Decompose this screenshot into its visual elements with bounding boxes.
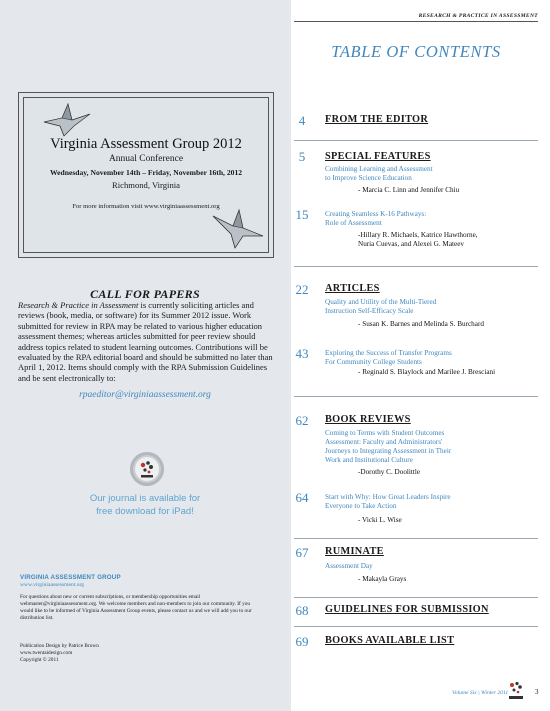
toc-article-author: - Vicki L. Wise xyxy=(358,516,402,524)
toc-section-special-features[interactable]: SPECIAL FEATURES xyxy=(325,151,431,162)
toc-article-author: -Hillary R. Michaels, Katrice Hawthorne, Nuria Cuevas, and Alexei G. Mateev xyxy=(358,231,478,248)
origami-crane-icon xyxy=(42,100,92,140)
origami-crane-icon xyxy=(209,206,265,251)
conference-inner-border xyxy=(23,97,269,253)
toc-page-number: 5 xyxy=(298,149,306,164)
toc-article-title[interactable]: Exploring the Success of Transfer Programs For Community College Students xyxy=(325,349,452,366)
toc-article-title[interactable]: Quality and Utility of the Multi-Tiered Instruction Self-Efficacy Scale xyxy=(325,298,437,315)
toc-page-number: 67 xyxy=(295,545,309,560)
section-divider xyxy=(294,396,538,397)
running-header: RESEARCH & PRACTICE IN ASSESSMENT xyxy=(418,13,538,19)
toc-article-author: - Makayla Grays xyxy=(358,575,407,583)
call-for-papers-heading: CALL FOR PAPERS xyxy=(90,287,200,301)
page-number: 3 xyxy=(535,688,539,696)
call-for-papers-body xyxy=(18,300,276,383)
conference-subtitle: Annual Conference xyxy=(108,154,184,164)
organization-name: VIRGINIA ASSESSMENT GROUP xyxy=(20,574,121,581)
conference-info-link[interactable]: For more information visit www.virginiaassessment.org xyxy=(72,203,220,210)
conference-announcement xyxy=(18,92,274,258)
toc-page-number: 22 xyxy=(295,282,309,297)
rpa-logo-icon xyxy=(130,452,164,486)
toc-section-articles[interactable]: ARTICLES xyxy=(325,283,380,294)
toc-article-title[interactable]: Assessment Day xyxy=(325,562,373,570)
section-divider xyxy=(294,140,538,141)
copyright: Copyright © 2011 xyxy=(20,657,59,663)
design-credit: Publication Design by Patrice Brown xyxy=(20,643,99,649)
section-divider xyxy=(294,538,538,539)
toc-article-author: -Dorothy C. Doolittle xyxy=(358,468,421,476)
toc-section-from-the-editor[interactable]: FROM THE EDITOR xyxy=(325,114,429,125)
conference-dates: Wednesday, November 14th – Friday, November 16th, 2012 xyxy=(49,168,243,177)
ipad-promo-line-2: free download for iPad! xyxy=(96,506,194,517)
rpa-logo-icon xyxy=(130,452,164,486)
toc-article-author: - Reginald S. Blaylock and Marilee J. Bresciani xyxy=(358,368,496,376)
ipad-promo-line-1: Our journal is available for xyxy=(89,493,201,504)
conference-title: Virginia Assessment Group 2012 xyxy=(50,136,242,152)
toc-section-guidelines[interactable]: GUIDELINES FOR SUBMISSION xyxy=(325,604,489,615)
editor-email-link[interactable]: rpaeditor@virginiaassessment.org xyxy=(79,390,211,400)
design-url[interactable]: www.twentaidesign.com xyxy=(20,650,73,656)
header-divider xyxy=(294,21,538,22)
toc-page-number: 15 xyxy=(295,207,309,222)
conference-location: Richmond, Virginia xyxy=(112,180,180,190)
volume-label: Volume Six | Winter 2011 xyxy=(452,690,509,696)
rpa-logo-icon xyxy=(506,680,526,702)
toc-page-number: 43 xyxy=(295,346,309,361)
toc-page-number: 4 xyxy=(298,113,306,128)
toc-section-book-reviews[interactable]: BOOK REVIEWS xyxy=(325,414,411,425)
section-divider xyxy=(294,266,538,267)
organization-note: For questions about new or current subscriptions, or membership opportunities email webmaster@virginiaassessment.org. We welcome members and non-members to join our community. If you would like to be informed of Virginia Assessment Group events, please contact us and we will add you to our distribution list. xyxy=(20,594,252,621)
toc-section-books-available[interactable]: BOOKS AVAILABLE LIST xyxy=(325,635,455,646)
toc-article-title[interactable]: Combining Learning and Assessment to Improve Science Education xyxy=(325,165,433,182)
organization-url[interactable]: www.virginiaassessment.org xyxy=(20,582,85,588)
toc-article-title[interactable]: Coming to Terms with Student Outcomes Assessment: Faculty and Administrators' Journeys to Integrating Assessment in Their Work and Institutional Culture xyxy=(325,429,452,464)
toc-page-number: 69 xyxy=(295,634,309,649)
call-for-papers-text: is currently soliciting articles and reviews (book, media, or software) for its Summer 2012 issue. Work submitted for review in RPA may be related to various higher education assessment themes; whereas articles submitted for peer review should address topics related to student learning outcomes. Contributions will be evaluated by the RPA editorial board and should be submitted no later than April 1, 2012. Items should comply with the RPA Submission Guidelines and be sent electronically to: xyxy=(18,300,273,383)
section-divider xyxy=(294,626,538,627)
toc-page-number: 64 xyxy=(295,490,309,505)
section-divider xyxy=(294,597,538,598)
toc-article-title[interactable]: Creating Seamless K-16 Pathways: Role of Assessment xyxy=(325,210,427,227)
toc-article-author: - Marcia C. Linn and Jennifer Chiu xyxy=(358,186,460,194)
toc-title: TABLE OF CONTENTS xyxy=(331,42,501,61)
toc-article-title[interactable]: Start with Why: How Great Leaders Inspire Everyone to Take Action xyxy=(325,493,451,510)
toc-section-ruminate[interactable]: RUMINATE xyxy=(325,546,384,557)
toc-page-number: 68 xyxy=(295,603,309,618)
toc-page-number: 62 xyxy=(295,413,309,428)
journal-name: Research & Practice in Assessment xyxy=(18,300,139,310)
toc-article-author: - Susan K. Barnes and Melinda S. Burchard xyxy=(358,320,484,328)
